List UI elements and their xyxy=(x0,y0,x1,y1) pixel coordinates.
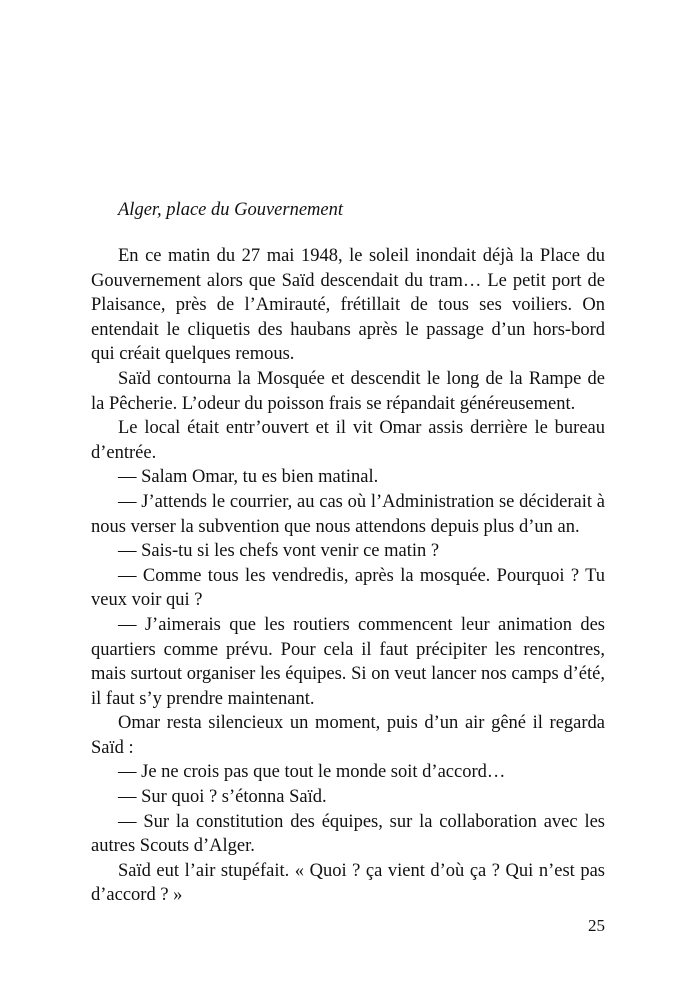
chapter-heading: Alger, place du Gouvernement xyxy=(118,200,344,220)
paragraph: Le local était entr’ouvert et il vit Omar assis derrière le bureau d’entrée. xyxy=(91,418,605,463)
paragraph: Saïd eut l’air stupéfait. « Quoi ? ça vient d’où ça ? Qui n’est pas d’accord ? » xyxy=(91,860,605,906)
dialogue-line: — Sur quoi ? s’étonna Saïd. xyxy=(118,787,327,808)
dialogue-line: — Je ne crois pas que tout le monde soit d’accord… xyxy=(118,762,506,783)
body-text xyxy=(91,244,605,908)
dialogue-line: — J’aimerais que les routiers commencent leur animation des quartiers comme prévu. Pour cela il faut précipiter les rencontres, mais surtout organiser les équipes. Si on veut lancer nos camps d’été, il faut s’y prendre maintenant. xyxy=(91,614,605,709)
dialogue-line: — Sur la constitution des équipes, sur la collaboration avec les autres Scouts d’Alger. xyxy=(91,811,605,857)
paragraph: Saïd contourna la Mosquée et descendit le long de la Rampe de la Pêcherie. L’odeur du poisson frais se répandait généreusement. xyxy=(91,368,605,414)
paragraph: En ce matin du 27 mai 1948, le soleil inondait déjà la Place du Gouvernement alors que Saïd descendait du tram… Le petit port de Plaisance, près de l’Amirauté, frétillait de tous ses voiliers. On entendait le cliquetis des haubans après le passage d’un hors-bord qui créait quelques remous. xyxy=(91,246,605,365)
dialogue-line: — J’attends le courrier, au cas où l’Administration se déciderait à nous verser la subvention que nous attendons depuis plus d’un an. xyxy=(91,491,605,537)
paragraph: Omar resta silencieux un moment, puis d’un air gêné il regarda Saïd : xyxy=(91,713,605,758)
dialogue-line: — Comme tous les vendredis, après la mosquée. Pourquoi ? Tu veux voir qui ? xyxy=(91,565,605,611)
dialogue-line: — Salam Omar, tu es bien matinal. xyxy=(118,467,379,488)
dialogue-line: — Sais-tu si les chefs vont venir ce matin ? xyxy=(118,541,440,562)
page-number: 25 xyxy=(588,916,605,935)
